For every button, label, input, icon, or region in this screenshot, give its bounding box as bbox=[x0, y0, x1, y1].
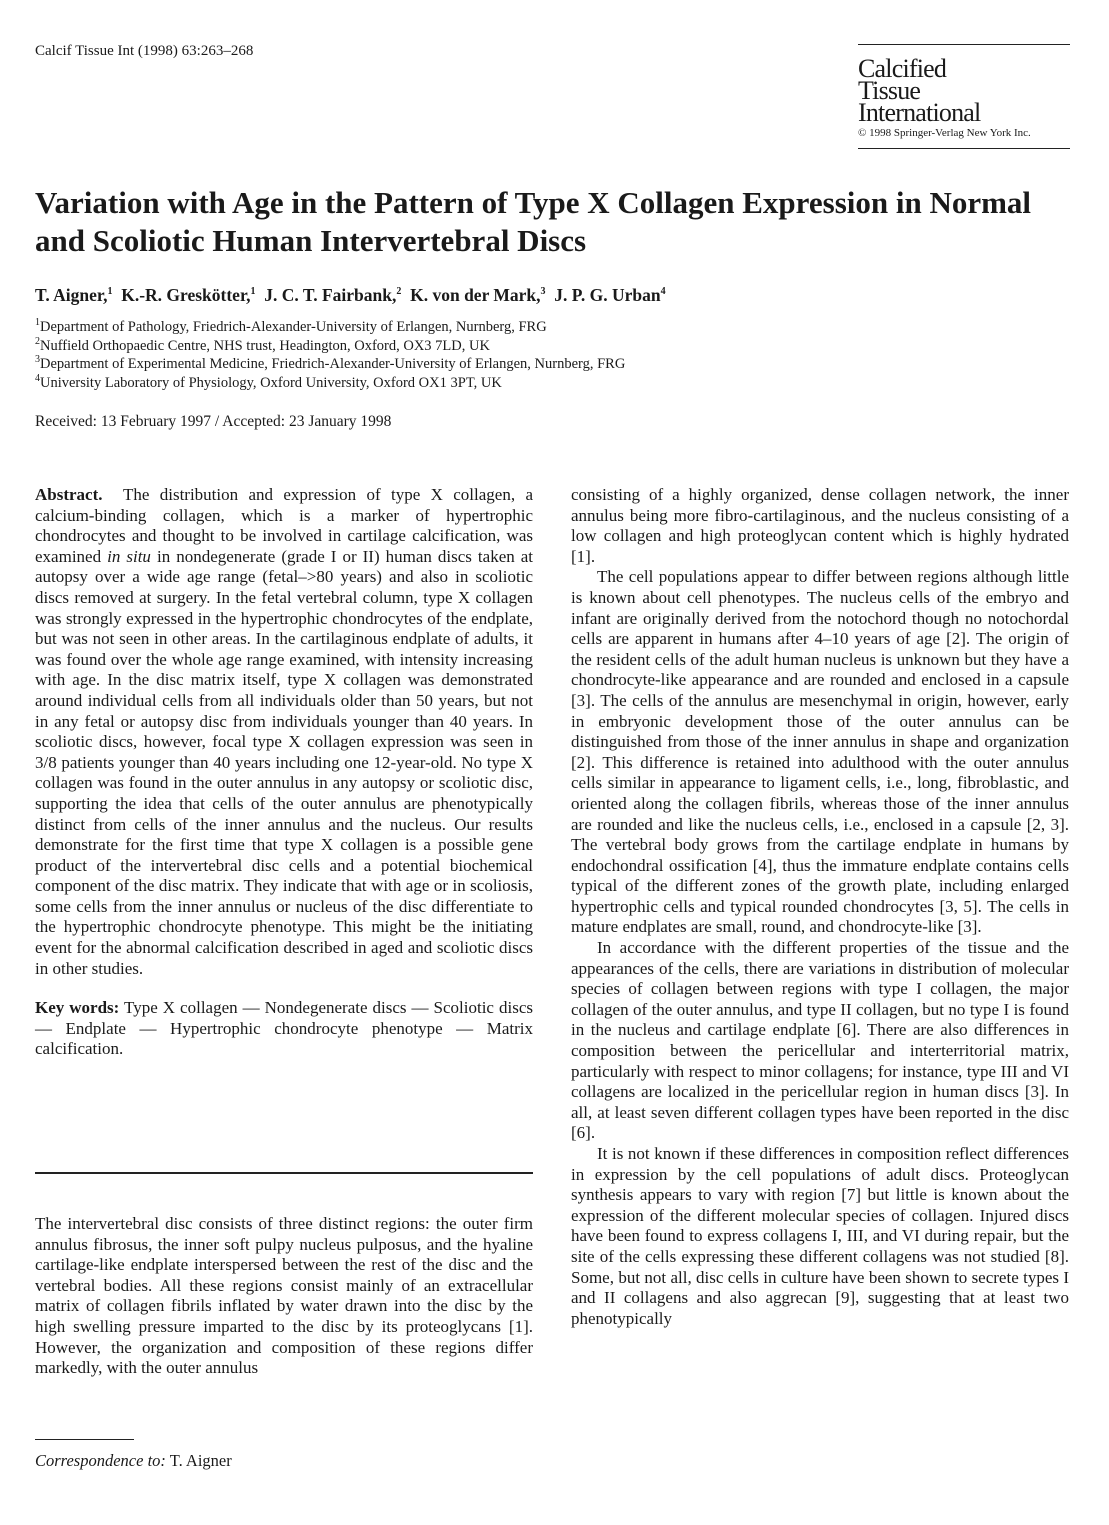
affiliation-list bbox=[35, 318, 1075, 392]
author-affiliation-mark: 1 bbox=[107, 286, 113, 298]
author-name: T. Aigner, bbox=[35, 285, 108, 305]
journal-logo bbox=[858, 44, 1070, 150]
author-affiliation-mark: 4 bbox=[660, 286, 666, 298]
logo-top-rule bbox=[858, 44, 1070, 45]
journal-citation: Calcif Tissue Int (1998) 63:263–268 bbox=[35, 43, 254, 59]
received-dates: Received: 13 February 1997 / Accepted: 23 January 1998 bbox=[35, 413, 392, 430]
abstract-text-part-1: The distribution and expression of type X collagen, a calcium-binding collagen, which is a marker of hypertrophic chondrocytes and thought to be involved in cartilage calcification, was examined bbox=[35, 485, 533, 566]
affiliation-text: Nuffield Orthopaedic Centre, NHS trust, Headington, Oxford, OX3 7LD, UK bbox=[40, 337, 490, 354]
body-paragraph: consisting of a highly organized, dense collagen network, the inner annulus being more fibro-cartilaginous, and the nucleus consisting of a low collagen and high proteoglycan content which is highly hydrated [1]. bbox=[571, 485, 1069, 566]
keywords-label: Key words: bbox=[35, 998, 120, 1018]
author-name: K.-R. Greskötter, bbox=[121, 285, 251, 305]
affiliation-item bbox=[35, 374, 1075, 393]
intro-paragraph: The intervertebral disc consists of three distinct regions: the outer firm annulus fibrosus, the inner soft pulpy nucleus pulposus, and the hyaline cartilage-like endplate interspersed between the rest of the disc and the vertebral bodies. All these regions consist mainly of an extracellular matrix of collagen fibrils inflated by water drawn into the disc by the high swelling pressure imparted to the disc by its proteoglycans [1]. However, the organization and composition of these regions differ markedly, with the outer annulus bbox=[35, 1214, 533, 1378]
abstract-label: Abstract. bbox=[35, 485, 103, 504]
abstract-paragraph bbox=[35, 485, 533, 979]
author-affiliation-mark: 3 bbox=[540, 286, 546, 298]
affiliation-text: University Laboratory of Physiology, Oxford University, Oxford OX1 3PT, UK bbox=[40, 374, 502, 391]
copyright-notice: © 1998 Springer-Verlag New York Inc. bbox=[858, 127, 1031, 139]
correspondence-name: T. Aigner bbox=[169, 1451, 232, 1470]
abstract-text-part-2: in nondegenerate (grade I or II) human discs taken at autopsy over a wide age range (fetal–>80 years) and also in scoliotic discs removed at surgery. In the fetal vertebral column, type X collagen was strongly expressed in the hypertrophic chondrocytes of the endplate, but was not seen in other areas. In the cartilaginous endplate of adults, it was found over the whole age range examined, with intensity increasing with age. In the disc matrix itself, type X collagen was demonstrated around individual cells from all individuals older than 50 years, but not in any fetal or autopsy disc from individuals younger than 40 years. In scoliotic discs, however, focal type X collagen expression was seen in 3/8 patients younger than 40 years including one 12-year-old. No type X collagen was found in the outer annulus in any autopsy or scoliotic disc, supporting the idea that cells of the outer annulus are phenotypically distinct from cells of the inner annulus and the nucleus. Our results demonstrate for the first time that type X collagen is a possible gene product of the intervertebral disc cells and a potential biochemical component of the disc matrix. They indicate that with age or in scoliosis, some cells from the inner annulus or nucleus of the disc differentiate to the hypertrophic chondrocyte phenotype. This might be the initiating event for the abnormal calcification described in aged and scoliotic discs in other studies. bbox=[35, 546, 534, 978]
abstract-italic-term: in situ bbox=[107, 546, 151, 566]
author-affiliation-mark: 2 bbox=[396, 286, 402, 298]
logo-bottom-rule bbox=[858, 148, 1070, 149]
affiliation-mark: 2 bbox=[35, 335, 40, 347]
author-name: J. P. G. Urban bbox=[554, 285, 661, 305]
right-column-body bbox=[571, 485, 1069, 1329]
affiliation-mark: 3 bbox=[35, 354, 40, 366]
keywords-text: Type X collagen — Nondegenerate discs — Scoliotic discs — Endplate — Hypertrophic chondrocyte phenotype — Matrix calcification. bbox=[35, 998, 533, 1059]
affiliation-mark: 1 bbox=[35, 317, 40, 329]
author-name: K. von der Mark, bbox=[410, 285, 541, 305]
affiliation-text: Department of Experimental Medicine, Friedrich-Alexander-University of Erlangen, Nurnberg, FRG bbox=[40, 356, 626, 373]
affiliation-item bbox=[35, 318, 1075, 337]
body-paragraph: The cell populations appear to differ between regions although little is known about cell phenotypes. The nucleus cells of the embryo and infant are originally derived from the notochord though no notochordal cells are apparent in humans after 4–10 years of age [2]. The origin of the resident cells of the adult human nucleus is unknown but they have a chondrocyte-like appearance and are rounded and enclosed in a capsule [3]. The cells of the annulus are mesenchymal in origin, however, early in embryonic development those of the outer annulus can be distinguished from those of the inner annulus in shape and organization [2]. This difference is retained into adulthood with the outer annulus cells similar in appearance to ligament cells, i.e., long, fibroblastic, and oriented along the collagen fibrils, whereas those of the inner annulus are rounded and like the nucleus cells, i.e., enclosed in a capsule [2, 3]. The vertebral body grows from the cartilage endplate in humans by endochondral ossification [4], thus the immature endplate contains cells typical of the different zones of the growth plate, including enlarged hypertrophic cells and typical rounded chondrocytes [3, 5]. The cells in mature endplates are small, round, and chondrocyte-like [3]. bbox=[571, 567, 1069, 937]
introduction-left bbox=[35, 1214, 533, 1379]
footnote-rule bbox=[35, 1439, 134, 1440]
affiliation-item bbox=[35, 337, 1075, 356]
affiliation-item bbox=[35, 355, 1075, 374]
logo-line-2: Tissue bbox=[858, 76, 921, 105]
logo-line-3: International bbox=[858, 98, 981, 127]
article-title: Variation with Age in the Pattern of Type X Collagen Expression in Normal and Scoliotic Human Intervertebral Discs bbox=[35, 185, 1032, 258]
keywords-paragraph bbox=[35, 998, 533, 1060]
correspondence-label: Correspondence to: bbox=[35, 1451, 166, 1470]
affiliation-text: Department of Pathology, Friedrich-Alexander-University of Erlangen, Nurnberg, FRG bbox=[40, 319, 547, 335]
affiliation-mark: 4 bbox=[35, 372, 40, 384]
body-paragraph: In accordance with the different properties of the tissue and the appearances of the cells, there are variations in distribution of molecular species of collagen between regions with type I collagen, the major collagen of the outer annulus, and type II collagen, but no type I is found in the nucleus and cartilage endplate [6]. There are also differences in composition between the pericellular and interterritorial matrix, particularly with respect to minor collagens; for instance, type III and VI collagens are localized in the pericellular region in human discs [3]. In all, at least seven different collagen types have been reported in the disc [6]. bbox=[571, 938, 1069, 1143]
author-list bbox=[35, 283, 1075, 307]
author-affiliation-mark: 1 bbox=[250, 286, 256, 298]
logo-line-1: Calcified bbox=[858, 54, 947, 83]
body-paragraph: It is not known if these differences in composition reflect differences in expression by the cell populations of adult discs. Proteoglycan synthesis appears to vary with region [7] but little is known about the expression of the different molecular species of collagen. Injured discs have been found to express collagens I, III, and VI during repair, but the site of the cells expressing these different collagens was not studied [8]. Some, but not all, disc cells in culture have been shown to secrete types I and II collagens and also aggrecan [9], suggesting that at least two phenotypically bbox=[571, 1144, 1069, 1328]
correspondence-note bbox=[35, 1451, 232, 1471]
left-column-abstract bbox=[35, 485, 533, 1060]
author-name: J. C. T. Fairbank, bbox=[264, 285, 397, 305]
abstract-separator-rule bbox=[35, 1172, 533, 1174]
